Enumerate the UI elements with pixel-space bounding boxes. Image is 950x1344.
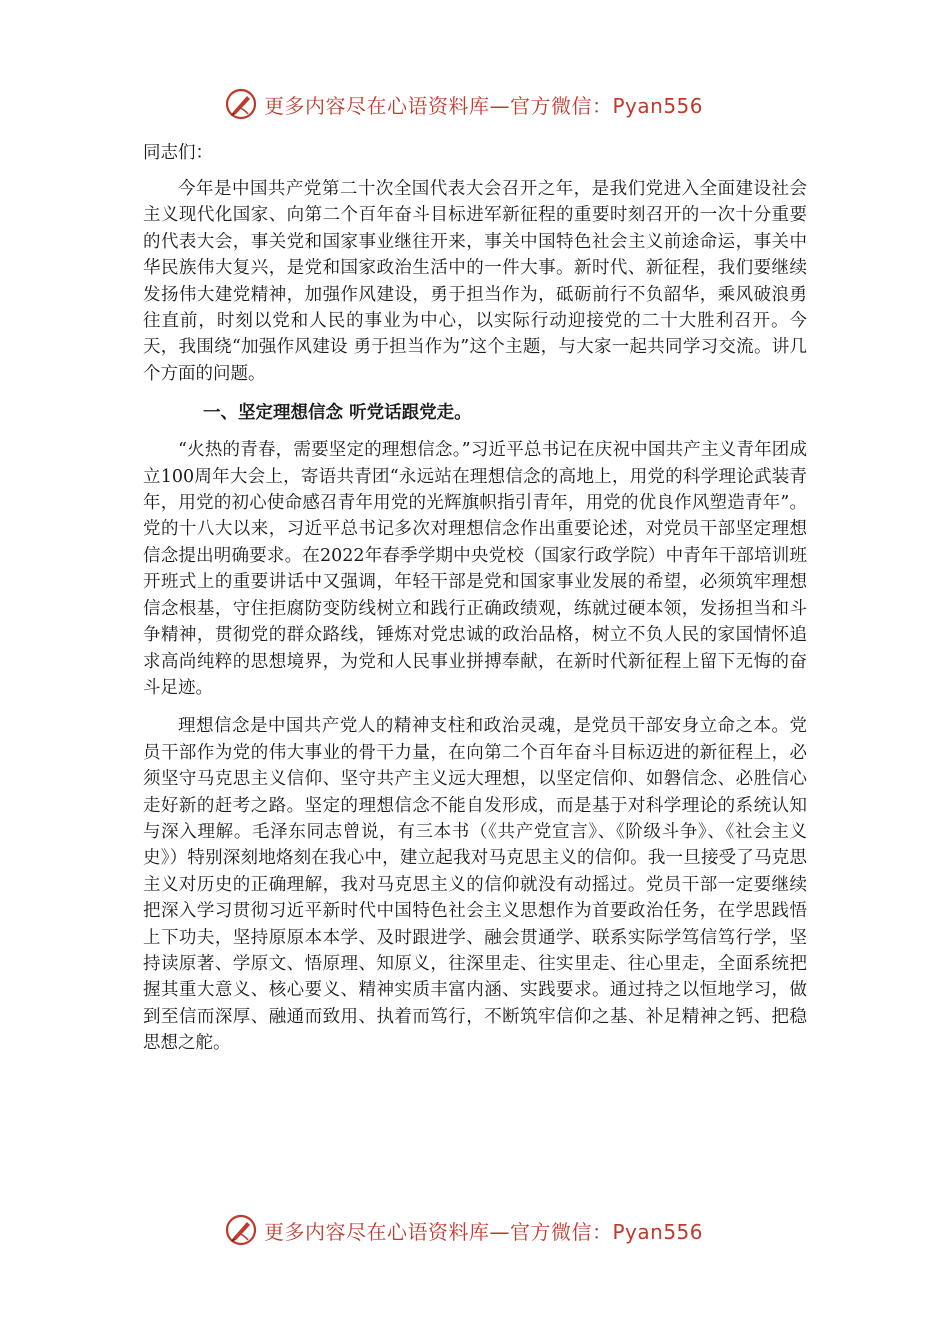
watermark-footer (224, 1210, 703, 1250)
watermark-text: 更多内容尽在心语资料库—官方微信：Pyan556 (264, 93, 704, 118)
section-heading-1: 一、坚定理想信念 听党话跟党走。 (203, 403, 472, 424)
paragraph-ideals-belief: 理想信念是中国共产党人的精神支柱和政治灵魂，是党员干部安身立命之本。党员干部作为党的伟大事业的骨干力量，在向第二个百年奋斗目标迈进的新征程上，必须坚守马克思主义信仰、坚守共产主义远大理想，以坚定信仰、如磐信念、必胜信心走好新的赶考之路。坚定的理想信念不能自发形成，而是基于对科学理论的系统认知与深入理解。毛泽东同志曾说，有三本书（《共产党宣言》、《阶级斗争》、《社会主义史》）特别深刻地烙刻在我心中，建立起我对马克思主义的信仰。我一旦接受了马克思主义对历史的正确理解，我对马克思主义的信仰就没有动摇过。党员干部一定要继续把深入学习贯彻习近平新时代中国特色社会主义思想作为首要政治任务，在学思践悟上下功夫，坚持原原本本学、及时跟进学、融会贯通学、联系实际学笃信笃行学，坚持读原著、学原文、悟原理、知原义，往深里走、往实里走、往心里走，全面系统把握其重大意义、核心要义、精神实质丰富内涵、实践要求。通过持之以恒地学习，做到至信而深厚、融通而致用、执着而笃行，不断筑牢信仰之基、补足精神之钙、把稳思想之舵。 (143, 716, 807, 1054)
pen-logo-icon (224, 87, 258, 121)
document-body (143, 140, 807, 1069)
paragraph-youth-ideals: “火热的青春，需要坚定的理想信念。”习近平总书记在庆祝中国共产主义青年团成立100周年大会上，寄语共青团“永远站在理想信念的高地上，用党的科学理论武装青年，用党的初心使命感召青年用党的光辉旗帜指引青年，用党的优良作风塑造青年”。党的十八大以来，习近平总书记多次对理想信念作出重要论述，对党员干部坚定理想信念提出明确要求。在2022年春季学期中央党校（国家行政学院）中青年干部培训班开班式上的重要讲话中又强调，年轻干部是党和国家事业发展的希望，必须筑牢理想信念根基，守住拒腐防变防线树立和践行正确政绩观，练就过硬本领，发扬担当和斗争精神，贯彻党的群众路线，锤炼对党忠诚的政治品格，树立不负人民的家国情怀追求高尚纯粹的思想境界，为党和人民事业拼搏奉献，在新时代新征程上留下无悔的奋斗足迹。 (143, 440, 807, 698)
salutation: 同志们： (143, 143, 213, 163)
paragraph-intro: 今年是中国共产党第二十次全国代表大会召开之年，是我们党进入全面建设社会主义现代化国家、向第二个百年奋斗目标进军新征程的重要时刻召开的一次十分重要的代表大会，事关党和国家事业继往开来，事关中国特色社会主义前途命运，事关中华民族伟大复兴，是党和国家政治生活中的一件大事。新时代、新征程，我们要继续发扬伟大建党精神，加强作风建设，勇于担当作为，砥砺前行不负韶华，乘风破浪勇往直前，时刻以党和人民的事业为中心，以实际行动迎接党的二十大胜利召开。今天，我围绕“加强作风建设 勇于担当作为”这个主题，与大家一起共同学习交流。讲几个方面的问题。 (143, 179, 807, 384)
watermark-text: 更多内容尽在心语资料库—官方微信：Pyan556 (264, 1219, 704, 1244)
pen-logo-icon (224, 1213, 258, 1247)
watermark-header (224, 84, 703, 124)
